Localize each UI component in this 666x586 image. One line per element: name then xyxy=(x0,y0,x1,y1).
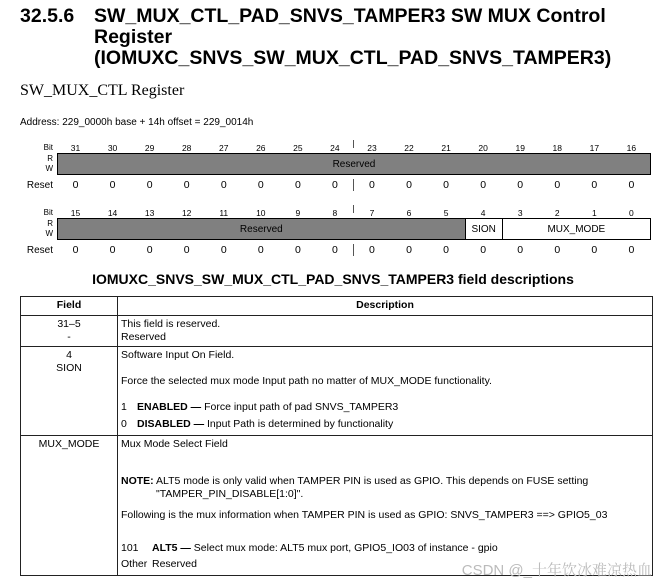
bit-number: 21 xyxy=(441,143,451,153)
reset-value: 0 xyxy=(331,179,338,191)
reset-value: 0 xyxy=(146,179,153,191)
table-row xyxy=(21,436,653,576)
reset-value: 0 xyxy=(591,244,598,256)
write-label: W xyxy=(45,164,53,173)
bit-number: 17 xyxy=(589,143,600,153)
bit-number: 24 xyxy=(330,143,340,153)
field-bits: 4 xyxy=(66,349,72,361)
field-name: MUX_MODE xyxy=(38,438,100,450)
bit-label: Bit xyxy=(43,143,53,152)
reset-value: 0 xyxy=(443,244,450,256)
bit-number: 6 xyxy=(406,208,412,218)
desc-text: Software Input On Field. xyxy=(121,349,235,361)
desc-text: Mux Mode Select Field xyxy=(121,438,228,450)
value-text: Force input path of pad SNVS_TAMPER3 xyxy=(201,401,399,413)
register-upper xyxy=(0,143,666,203)
reset-value: 0 xyxy=(480,244,487,256)
read-label: R xyxy=(47,219,53,228)
table-title: IOMUXC_SNVS_SW_MUX_CTL_PAD_SNVS_TAMPER3 field descriptions xyxy=(92,271,574,287)
bit-number: 20 xyxy=(478,143,488,153)
value-name: DISABLED — xyxy=(137,418,205,430)
bit-number: 29 xyxy=(144,143,155,153)
section-title: SW_MUX_CTL_PAD_SNVS_TAMPER3 SW MUX Control Register (IOMUXC_SNVS_SW_MUX_CTL_PAD_SNVS_TAMPER3) xyxy=(94,5,612,69)
reset-value: 0 xyxy=(220,244,227,256)
reset-value: 0 xyxy=(591,179,598,191)
bit-number: 10 xyxy=(256,208,266,218)
watermark: CSDN @_十年饮冰难凉热血 xyxy=(461,562,652,579)
field-name: SION xyxy=(56,362,82,374)
value-code: Other xyxy=(121,558,148,570)
bit-number: 15 xyxy=(70,208,81,218)
value-row xyxy=(121,401,649,414)
value-text: Input Path is determined by functionality xyxy=(204,418,394,430)
bit-number: 26 xyxy=(256,143,266,153)
register-subtitle: SW_MUX_CTL Register xyxy=(20,82,185,99)
bit-number: 22 xyxy=(404,143,414,153)
bit-number: 7 xyxy=(369,208,375,218)
reset-value: 0 xyxy=(406,244,412,256)
register-address: Address: 229_0000h base + 14h offset = 229_0014h xyxy=(20,117,254,128)
field-name: - xyxy=(67,331,71,343)
value-name: ENABLED — xyxy=(137,401,202,413)
reset-value: 0 xyxy=(294,244,301,256)
register-field: Reserved xyxy=(57,153,651,175)
bit-number: 2 xyxy=(554,208,560,218)
section-number: 32.5.6 xyxy=(20,5,75,27)
table-row xyxy=(21,316,653,347)
desc-text: This field is reserved. xyxy=(121,318,221,330)
bit-number: 18 xyxy=(552,143,562,153)
reset-value: 0 xyxy=(554,244,561,256)
bit-number: 16 xyxy=(626,143,637,153)
reset-value: 0 xyxy=(72,179,79,191)
bit-number: 31 xyxy=(70,143,81,153)
header-description: Description xyxy=(118,297,653,316)
value-text: Select mux mode: ALT5 mux port, GPIO5_IO03 of instance - gpio xyxy=(190,542,498,554)
reset-value: 0 xyxy=(554,179,561,191)
register-field: Reserved xyxy=(57,218,466,240)
note xyxy=(121,475,649,501)
bit-number: 4 xyxy=(480,208,486,218)
bit-number: 28 xyxy=(181,143,192,153)
bit-number: 23 xyxy=(367,143,377,153)
reset-label: Reset xyxy=(26,180,53,191)
bit-number: 13 xyxy=(144,208,155,218)
byte-divider xyxy=(353,205,354,213)
desc-text: Reserved xyxy=(121,331,166,343)
bit-number: 9 xyxy=(295,208,301,218)
reset-label: Reset xyxy=(26,245,53,256)
reset-value: 0 xyxy=(257,179,264,191)
register-field: MUX_MODE xyxy=(502,218,651,240)
value-code: 0 xyxy=(121,418,127,430)
reset-value: 0 xyxy=(109,244,116,256)
byte-divider xyxy=(353,140,354,148)
bit-number: 8 xyxy=(332,208,338,218)
reset-value: 0 xyxy=(183,244,190,256)
desc-text: Force the selected mux mode Input path no matter of MUX_MODE functionality. xyxy=(121,375,492,387)
header-field: Field xyxy=(21,297,118,316)
reset-value: 0 xyxy=(109,179,116,191)
byte-divider xyxy=(353,179,354,191)
reset-value: 0 xyxy=(257,244,264,256)
field-bits: 31–5 xyxy=(57,318,81,330)
reset-value: 0 xyxy=(146,244,153,256)
table-header-row xyxy=(21,297,653,316)
value-text: Reserved xyxy=(152,558,197,570)
reset-value: 0 xyxy=(220,179,227,191)
bit-number: 11 xyxy=(219,208,229,218)
register-field: SION xyxy=(465,218,503,240)
reset-value: 0 xyxy=(628,244,635,256)
bit-label: Bit xyxy=(43,208,53,217)
bit-number: 27 xyxy=(219,143,229,153)
reset-value: 0 xyxy=(480,179,487,191)
table-row xyxy=(21,347,653,436)
register-lower xyxy=(0,208,666,268)
value-code: 1 xyxy=(121,401,127,413)
note-text: ALT5 mode is only valid when TAMPER PIN is used as GPIO. This depends on FUSE setting "TAMPER_PIN_DISABLE[1:0]". xyxy=(156,475,589,500)
reset-value: 0 xyxy=(628,179,635,191)
reset-value: 0 xyxy=(443,179,450,191)
value-code: 101 xyxy=(121,542,139,554)
bit-number: 12 xyxy=(181,208,192,218)
byte-divider xyxy=(353,244,354,256)
reset-value: 0 xyxy=(331,244,338,256)
bit-number: 3 xyxy=(517,208,523,218)
value-row xyxy=(121,418,649,431)
write-label: W xyxy=(45,229,53,238)
value-row xyxy=(121,542,649,555)
field-descriptions-table xyxy=(20,296,653,576)
bit-number: 0 xyxy=(629,208,634,218)
value-name: ALT5 — xyxy=(152,542,191,554)
reset-value: 0 xyxy=(369,244,375,256)
bit-number: 19 xyxy=(515,143,525,153)
note-label: NOTE: xyxy=(121,475,154,487)
reset-value: 0 xyxy=(183,179,190,191)
reset-value: 0 xyxy=(369,179,375,191)
reset-value: 0 xyxy=(72,244,79,256)
read-label: R xyxy=(47,154,53,163)
bit-number: 5 xyxy=(443,208,449,218)
desc-text: Following is the mux information when TAMPER PIN is used as GPIO: SNVS_TAMPER3 ==> GPIO5_03 xyxy=(121,509,608,521)
reset-value: 0 xyxy=(517,244,524,256)
bit-number: 14 xyxy=(107,208,118,218)
reset-value: 0 xyxy=(406,179,412,191)
reset-value: 0 xyxy=(294,179,301,191)
reset-value: 0 xyxy=(517,179,524,191)
bit-number: 25 xyxy=(293,143,303,153)
bit-number: 30 xyxy=(107,143,118,153)
bit-number: 1 xyxy=(591,208,597,218)
